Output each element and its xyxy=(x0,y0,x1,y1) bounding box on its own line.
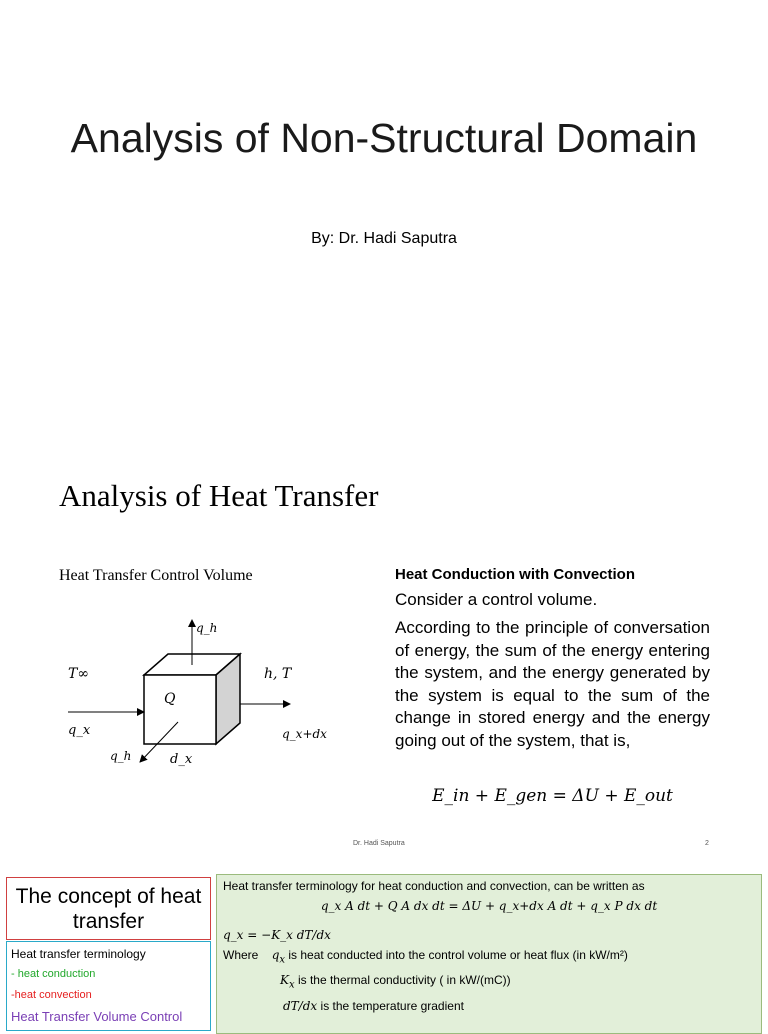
qx-symbol: $q_x$ xyxy=(271,948,286,966)
label-q: Q xyxy=(164,691,176,707)
author-byline: By: Dr. Hadi Saputra xyxy=(311,230,457,247)
flux-equation-row xyxy=(223,925,755,945)
terminology-heading: Heat transfer terminology xyxy=(11,947,146,961)
control-volume-diagram xyxy=(58,610,348,790)
heat-convection-item: -heat convection xyxy=(11,989,92,1001)
terminology-panel xyxy=(6,941,211,1031)
kx-definition: is the thermal conductivity ( in kW/(mC)) xyxy=(297,973,511,988)
slide-title: Analysis of Heat Transfer xyxy=(59,478,379,513)
energy-equation: E_in + E_gen = ΔU + E_out xyxy=(432,786,673,806)
definition-row-gradient xyxy=(223,996,755,1016)
label-qx: q_x xyxy=(68,723,91,738)
label-qh-top: q_h xyxy=(196,621,218,635)
balance-equation: q_x A dt + Q A dx dt = ΔU + q_x+dx A dt + q_x P dx dt xyxy=(320,899,658,913)
footer-author: Dr. Hadi Saputra xyxy=(353,840,405,847)
definition-row-qx xyxy=(223,945,755,970)
heat-conduction-item: - heat conduction xyxy=(11,968,96,980)
concept-slide xyxy=(0,870,768,1024)
terminology-intro: Heat transfer terminology for heat conduction and convection, can be written as xyxy=(223,879,645,893)
diagram-caption: Heat Transfer Control Volume xyxy=(59,567,253,584)
gradient-symbol: dT/dx xyxy=(283,998,318,1013)
energy-paragraph: According to the principle of conversation of energy, the sum of the energy entering the system, and the energy generated by the system is equal to the sum of the change in stored energy and the energy going out of the system, that is, xyxy=(395,618,710,750)
label-dx: d_x xyxy=(170,752,193,767)
qx-definition: is heat conducted into the control volume or heat flux (in kW/m²) xyxy=(288,948,628,962)
intro-line: Consider a control volume. xyxy=(395,590,598,609)
terminology-content-panel xyxy=(216,874,762,1034)
page-number: 2 xyxy=(705,840,709,847)
slide-title: Analysis of Non-Structural Domain xyxy=(70,115,698,161)
where-label: Where xyxy=(223,948,259,962)
concept-title: The concept of heat transfer xyxy=(6,877,211,940)
label-t-infinity: T∞ xyxy=(68,666,89,682)
volume-control-item: Heat Transfer Volume Control xyxy=(11,1009,183,1024)
label-qx-dx: q_x+dx xyxy=(282,727,327,741)
flux-equation: q_x = −K_x dT/dx xyxy=(223,928,331,942)
label-h-t: h, T xyxy=(264,666,292,682)
label-qh-bottom: q_h xyxy=(110,749,132,763)
kx-symbol: $K_x$ xyxy=(280,973,295,991)
cube-front-face xyxy=(144,675,216,744)
title-slide xyxy=(0,0,768,410)
section-heading: Heat Conduction with Convection xyxy=(395,566,635,583)
definition-row-kx xyxy=(223,970,755,995)
gradient-definition: is the temperature gradient xyxy=(320,998,464,1013)
heat-transfer-slide xyxy=(0,440,768,860)
conduction-text-column xyxy=(395,566,710,753)
